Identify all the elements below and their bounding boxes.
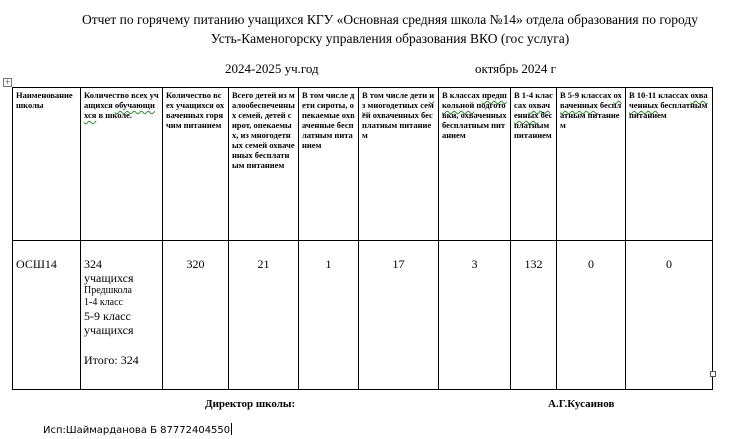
header-cell: В 10-11 классах охваченных бесплатным питанием [626,88,713,241]
header-cell: В классах предшкольной подготовки, охваченных бесплатным питанием [439,88,511,241]
report-table [12,87,713,390]
table-row [13,241,713,390]
header-cell: Количество всех учащихся обучающихся в школе. [81,88,163,241]
text-cursor [231,423,232,435]
report-month: октябрь 2024 г [475,61,557,76]
grades-5-9-cell: 0 [557,241,626,390]
header-cell: В том числе дети сироты, опекаемые охваченные бесплатным питанием [299,88,359,241]
report-title-line1: Отчет по горячему питанию учащихся КГУ «Основная средняя школа №14» отдела образования по городу [81,12,699,27]
director-label: Директор школы: [205,398,296,410]
large-families-cell: 17 [359,241,439,390]
total-students-cell: 324 учащихся Предшкола 1-4 класс 5-9 класс учащихся Итого: 324 [81,241,163,390]
header-cell: В 5-9 классах охваченных бесплатным питанием [557,88,626,241]
grades-1-4-cell: 132 [511,241,557,390]
table-header-row [13,88,713,241]
director-name: А.Г.Кусаинов [548,398,615,410]
header-cell: В 1-4 классах охваченных бесплатным питанием [511,88,557,241]
header-cell: В том числе дети из многодетных семей охваченных бесплатным питанием [359,88,439,241]
report-title [30,10,750,48]
table-move-handle-icon[interactable]: + [4,78,11,86]
executor-line[interactable] [43,423,232,436]
header-cell: Всего детей из малообеспеченных семей, детей сирот, опекаемых, из многодетных семей охваченных бесплатным питанием [229,88,299,241]
preschool-classes-cell: 3 [439,241,511,390]
low-income-cell: 21 [229,241,299,390]
orphans-cell: 1 [299,241,359,390]
school-name-cell: ОСШ14 [13,241,81,390]
header-cell: Наименование школы [13,88,81,241]
school-year: 2024-2025 уч.год [225,61,319,76]
executor-text: Исп:Шаймарданова Б 87772404550 [43,425,231,436]
hot-meals-cell: 320 [163,241,229,390]
report-title-line2: Усть-Каменогорску управления образования ВКО (гос услуга) [210,31,570,46]
header-cell: Количество всех учащихся охваченных горячим питанием [163,88,229,241]
grades-10-11-cell: 0 [626,241,713,390]
table-resize-handle-icon[interactable] [710,371,716,377]
